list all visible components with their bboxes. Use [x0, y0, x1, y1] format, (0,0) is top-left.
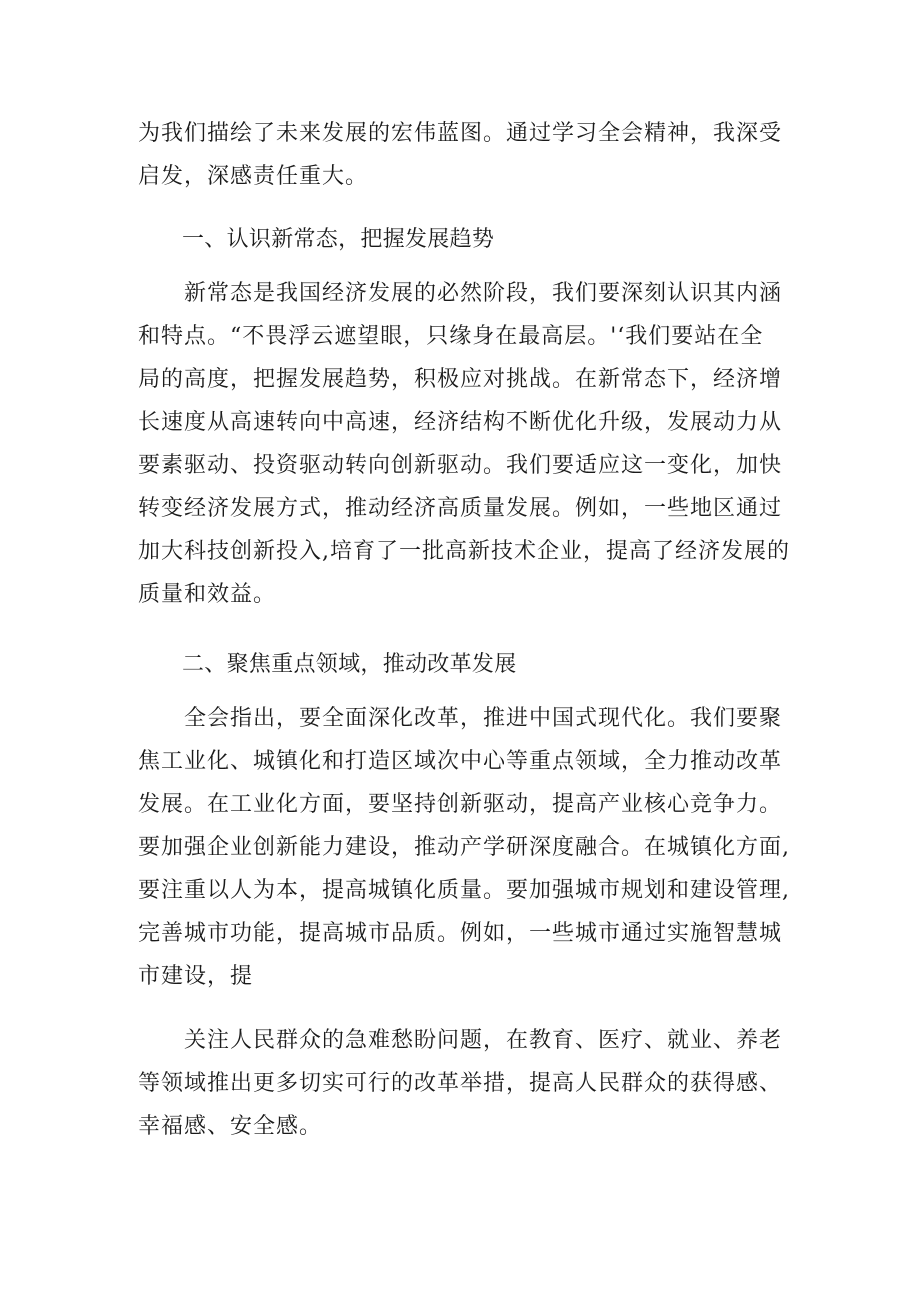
text-line: 等领域推出更多切实可行的改革举措，提高人民群众的获得感、 — [138, 1071, 783, 1096]
intro-paragraph — [138, 112, 790, 198]
text-line: 完善城市功能，提高城市品质。例如，一些城市通过实施智慧城 — [138, 921, 783, 946]
section-2-heading: 二、聚焦重点领域，推动改革发展 — [182, 652, 517, 677]
section-2-paragraph-2 — [138, 1019, 790, 1148]
section-2-paragraph-1 — [138, 697, 790, 998]
text-line: 为我们描绘了未来发展的宏伟蓝图。通过学习全会精神，我深受 — [138, 121, 783, 146]
text-line: 长速度从高速转向中高速，经济结构不断优化升级，发展动力从 — [138, 410, 783, 435]
text-line: 要加强企业创新能力建设，推动产学研深度融合。在城镇化方面, — [138, 835, 790, 860]
text-line: 转变经济发展方式，推动经济高质量发展。例如，一些地区通过 — [138, 496, 783, 521]
section-1-paragraph — [138, 272, 790, 616]
text-line: 市建设，提 — [138, 964, 254, 989]
text-line: 加大科技创新投入,培育了一批高新技术企业，提高了经济发展的 — [138, 539, 790, 564]
text-line: 焦工业化、城镇化和打造区域次中心等重点领域，全力推动改革 — [138, 749, 783, 774]
text-line: 和特点。“不畏浮云遮望眼，只缘身在最高层。'‘我们要站在全 — [138, 324, 764, 349]
text-line: 发展。在工业化方面，要坚持创新驱动，提高产业核心竞争力。 — [138, 792, 783, 817]
text-line: 启发，深感责任重大。 — [138, 164, 369, 189]
text-line: 要素驱动、投资驱动转向创新驱动。我们要适应这一变化，加快 — [138, 453, 783, 478]
text-line: 关注人民群众的急难愁盼问题，在教育、医疗、就业、养老 — [184, 1028, 783, 1053]
text-line: 要注重以人为本，提高城镇化质量。要加强城市规划和建设管理, — [138, 878, 790, 903]
text-line: 幸福感、安全感。 — [138, 1114, 323, 1139]
section-1-heading: 一、认识新常态，把握发展趋势 — [182, 227, 495, 252]
text-line: 质量和效益。 — [138, 582, 277, 607]
text-line: 全会指出，要全面深化改革，推进中国式现代化。我们要聚 — [184, 706, 783, 731]
text-line: 局的高度，把握发展趋势，积极应对挑战。在新常态下，经济增 — [138, 367, 783, 392]
text-line: 新常态是我国经济发展的必然阶段，我们要深刻认识其内涵 — [184, 281, 783, 306]
